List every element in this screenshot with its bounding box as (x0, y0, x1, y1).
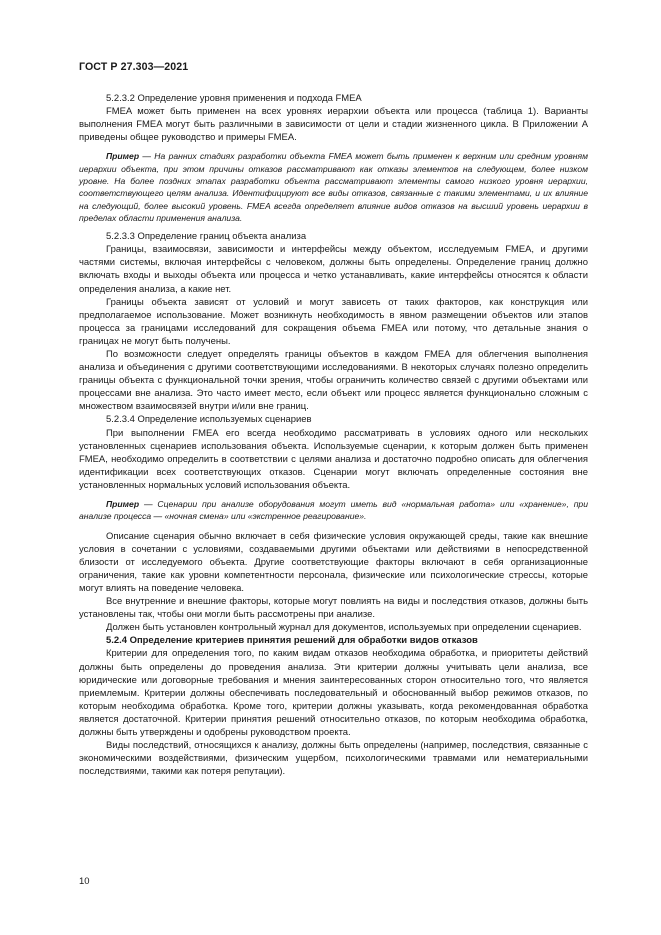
standard-header: ГОСТ Р 27.303—2021 (79, 61, 189, 73)
section-heading-5-2-3-4: 5.2.3.4 Определение используемых сценариев (106, 414, 312, 426)
example-note (79, 498, 588, 523)
paragraph: Границы, взаимосвязи, зависимости и интерфейсы между объектом, исследуемым FMEA, и другими частями системы, включая интерфейсы с человеком, должны быть определены. Определение границ должно включать входы и выходы объекта или процесса и четко устанавливать, какие интерфейсы относятся к области определения анализа, а какие нет. (79, 244, 588, 295)
example-lead: Пример (106, 151, 140, 162)
paragraph: Описание сценария обычно включает в себя физические условия окружающей среды, такие как внешние условия в сочетании с условиями, создаваемыми другими объектами или действиями в непосредственной близости от исследуемого объекта. Другие соответствующие факторы включают в себя организационные ограничения, такие как уровни компетентности персонала, физические или психологические стрессы, которые могут влиять на поведение человека. (79, 530, 588, 594)
section-heading-5-2-3-2: 5.2.3.2 Определение уровня применения и подхода FMEA (106, 93, 362, 104)
paragraph: При выполнении FMEA его всегда необходимо рассматривать в условиях одного или нескольких установленных сценариев использования объекта. Используемые сценарии, к которым должен быть применен FMEA, необходимо определить в соответствии с целями анализа и достаточно подробно описать для облегчения идентификации всех соответствующих отказов. Сценарии могут включать определенные состояния вне установленных нормальных условий использования объекта. (79, 427, 588, 491)
example-lead: Пример (106, 499, 140, 510)
page-number: 10 (79, 876, 90, 887)
paragraph: Виды последствий, относящихся к анализу, должны быть определены (например, последствия, связанные с экономическими воздействиями, физическим ущербом, психологическими травмами или нематериальными последствиями, такими как потеря репутации). (79, 740, 588, 778)
paragraph: По возможности следует определять границы объектов в каждом FMEA для облегчения выполнения анализа и объединения с другими соответствующими исследованиями. В некоторых случаях полезно определить границы объекта с функциональной точки зрения, чтобы ограничить количество связей с другими объектами или процессами вне анализа. Это часто имеет место, если объект или процесс является функционально сложным с множеством взаимосвязей внутри и/или вне границ. (79, 349, 588, 413)
example-note (79, 150, 588, 224)
paragraph: Границы объекта зависят от условий и могут зависеть от таких факторов, как конструкция или предполагаемое использование. Может возникнуть необходимость в явном размещении объектов или этапов процесса за границами исследований для сокращения объема FMEA или потому, что детальные знания о границах не могут быть получены. (79, 296, 588, 347)
document-body (79, 92, 588, 778)
section-heading-5-2-3-3: 5.2.3.3 Определение границ объекта анализа (106, 231, 307, 243)
paragraph: FMEA может быть применен на всех уровнях иерархии объекта или процесса (таблица 1). Варианты выполнения FMEA могут быть различными в зависимости от цели и стадии жизненного цикла. В Приложении А приведены общее руководство и примеры FMEA. (79, 106, 588, 144)
paragraph: Критерии для определения того, по каким видам отказов необходима обработка, и приоритеты действий должны быть определены до проведения анализа. Эти критерии должны учитывать цели анализа, все юридические или договорные требования и мнения заинтересованных сторон относительно того, что является приемлемым. Критерии должны обеспечивать последовательный и обоснованный выбор режимов отказов, по которым необходима обработка. Кроме того, критерии должны указывать, когда рекомендованная обработка является достаточной. Критерии принятия решений относительно отказов, по которым необходима обработка, должны быть утверждены и одобрены руководством проекта. (79, 648, 588, 739)
section-heading-5-2-4: 5.2.4 Определение критериев принятия решений для обработки видов отказов (106, 635, 478, 647)
example-text: — На ранних стадиях разработки объекта FMEA может быть применен к верхним или средним уровням иерархии объекта, при этом причины отказов рассматривают как отказы элементов на следующем, более низком уровне. На более поздних этапах разработки объекта рассматривают элементы самого низкого уровня иерархии, соответствующего целям анализа. Идентифицируют все виды отказов, связанные с такими элементами, и их влияние на следующий, более высокий уровень. FMEA всегда определяет влияние видов отказов на высший уровень иерархии в пределах области применения анализа. (79, 151, 588, 223)
example-text: — Сценарии при анализе оборудования могут иметь вид «нормальная работа» или «хранение», при анализе процесса — «ночная смена» или «экстренное реагирование». (79, 499, 588, 522)
paragraph: Все внутренние и внешние факторы, которые могут повлиять на виды и последствия отказов, должны быть установлены так, чтобы они могли быть рассмотрены при анализе. (79, 596, 588, 621)
paragraph: Должен быть установлен контрольный журнал для документов, используемых при определении сценариев. (106, 622, 582, 634)
